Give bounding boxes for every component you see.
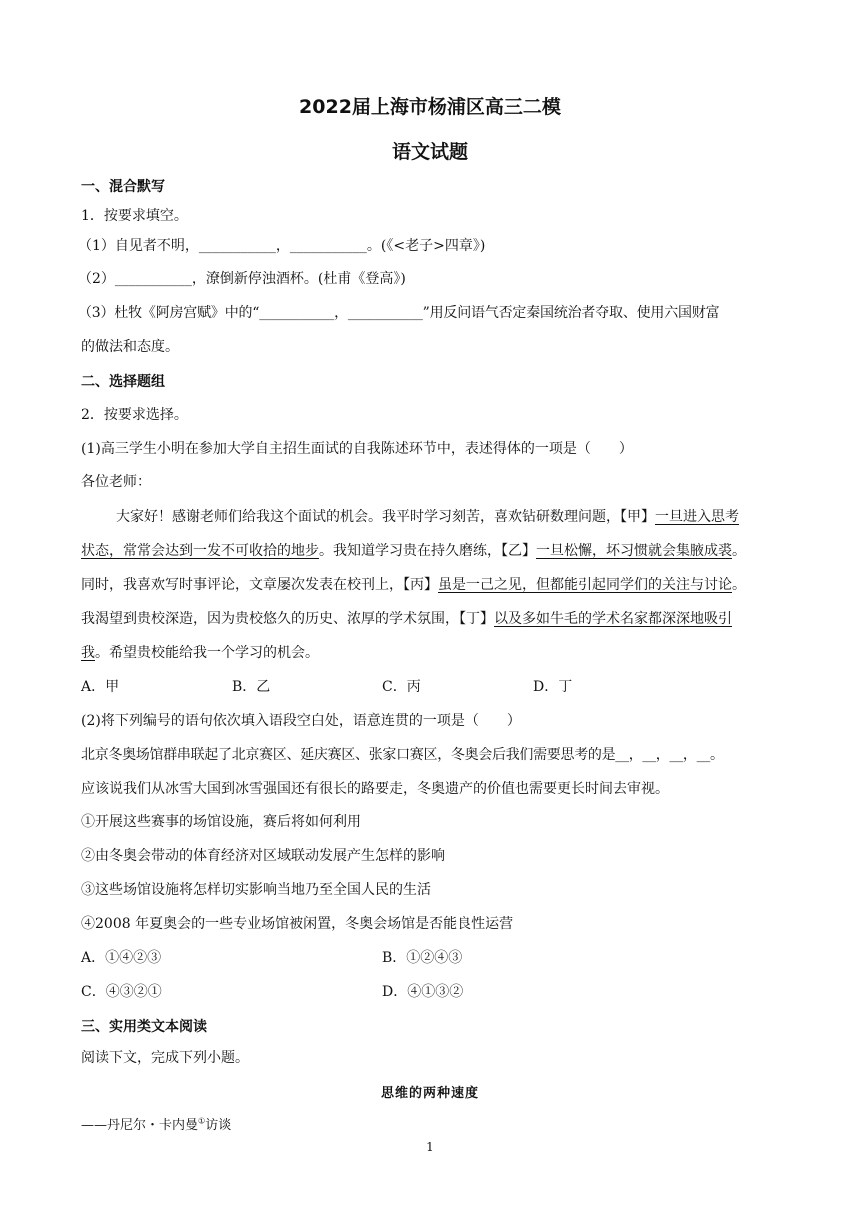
underlined-phrase-jia-cont: 状态，常常会达到一发不可收拾的地步 xyxy=(81,543,319,559)
section-heading-2: 二、选择题组 xyxy=(81,374,165,390)
passage-line-1: 北京冬奥场馆群串联起了北京赛区、延庆赛区、张家口赛区，冬奥会后我们需要思考的是__，__，__，__。 xyxy=(81,747,724,763)
speech-text: 。希望贵校能给我一个学习的机会。 xyxy=(95,645,319,661)
speech-line-5 xyxy=(81,643,319,663)
reading-instruction: 阅读下文，完成下列小题。 xyxy=(81,1050,249,1066)
underlined-phrase-yi: 一旦松懈，坏习惯就会集腋成裘 xyxy=(536,543,732,559)
sentence-3: ③这些场馆设施将怎样切实影响当地乃至全国人民的生活 xyxy=(81,882,431,898)
passage-line-2: 应该说我们从冰雪大国到冰雪强国还有很长的路要走，冬奥遗产的价值也需要更长时间去审视。 xyxy=(81,781,669,797)
speech-text: 我渴望到贵校深造，因为贵校悠久的历史、浓厚的学术氛围，【丁】 xyxy=(81,611,494,627)
question-1-item-1: （1）自见者不明，___________，___________。(《<老子>四章》) xyxy=(78,238,486,254)
article-byline xyxy=(81,1114,231,1133)
subquestion-1: (1)高三学生小明在参加大学自主招生面试的自我陈述环节中，表述得体的一项是（ ） xyxy=(81,441,633,457)
sentence-1: ①开展这些赛事的场馆设施，赛后将如何利用 xyxy=(81,814,361,830)
byline-tail: 访谈 xyxy=(205,1118,232,1133)
speech-text: 。 xyxy=(732,577,746,593)
option-2-b: B．①②④③ xyxy=(382,950,463,966)
option-2-c: C．④③②① xyxy=(81,984,162,1000)
underlined-phrase-jia: 一旦进入思考 xyxy=(655,509,739,525)
speech-line-4 xyxy=(81,609,732,629)
page-number: 1 xyxy=(426,1140,434,1154)
speech-text: 。 xyxy=(732,543,746,559)
sentence-4: ④2008 年夏奥会的一些专业场馆被闲置，冬奥会场馆是否能良性运营 xyxy=(81,916,514,932)
section-heading-1: 一、混合默写 xyxy=(81,179,165,195)
speech-line-3 xyxy=(81,575,746,595)
option-2-d: D．④①③② xyxy=(382,984,464,1000)
question-2-stem: 2．按要求选择。 xyxy=(81,407,188,423)
option-b: B．乙 xyxy=(232,679,271,695)
option-a: A．甲 xyxy=(81,679,120,695)
exam-subtitle: 语文试题 xyxy=(391,141,468,163)
question-1-item-3-cont: 的做法和态度。 xyxy=(81,339,179,355)
speech-line-1 xyxy=(116,507,739,527)
option-c: C．丙 xyxy=(382,679,421,695)
subquestion-2: (2)将下列编号的语句依次填入语段空白处，语意连贯的一项是（ ） xyxy=(81,713,521,729)
sentence-2: ②由冬奥会带动的体育经济对区域联动发展产生怎样的影响 xyxy=(81,848,445,864)
article-title: 思维的两种速度 xyxy=(380,1086,479,1101)
speech-text: 。我知道学习贵在持久磨练，【乙】 xyxy=(319,543,536,559)
byline-author: ——丹尼尔・卡内曼 xyxy=(81,1118,199,1133)
option-d: D．丁 xyxy=(533,679,573,695)
speech-text: 同时，我喜欢写时事评论，文章屡次发表在校刊上，【丙】 xyxy=(81,577,438,593)
underlined-phrase-ding-cont: 我 xyxy=(81,645,95,661)
question-1-item-2: （2）___________，潦倒新停浊酒杯。(杜甫《登高》) xyxy=(78,271,406,287)
speech-line-2 xyxy=(81,541,746,561)
speech-greeting: 各位老师： xyxy=(81,474,151,490)
exam-title: 2022届上海市杨浦区高三二模 xyxy=(299,96,561,118)
underlined-phrase-bing: 虽是一己之见，但都能引起同学们的关注与讨论 xyxy=(438,577,732,593)
section-heading-3: 三、实用类文本阅读 xyxy=(81,1019,207,1035)
question-1-stem: 1．按要求填空。 xyxy=(81,208,188,224)
speech-text: 大家好！感谢老师们给我这个面试的机会。我平时学习刻苦，喜欢钻研数理问题，【甲】 xyxy=(116,509,655,525)
footnote-marker: ① xyxy=(198,1116,206,1126)
option-2-a: A．①④②③ xyxy=(81,950,162,966)
underlined-phrase-ding: 以及多如牛毛的学术名家都深深地吸引 xyxy=(494,611,732,627)
question-1-item-3: （3）杜牧《阿房宫赋》中的“___________，___________”用反问语气否定秦国统治者夺取、使用六国财富 xyxy=(78,305,720,321)
